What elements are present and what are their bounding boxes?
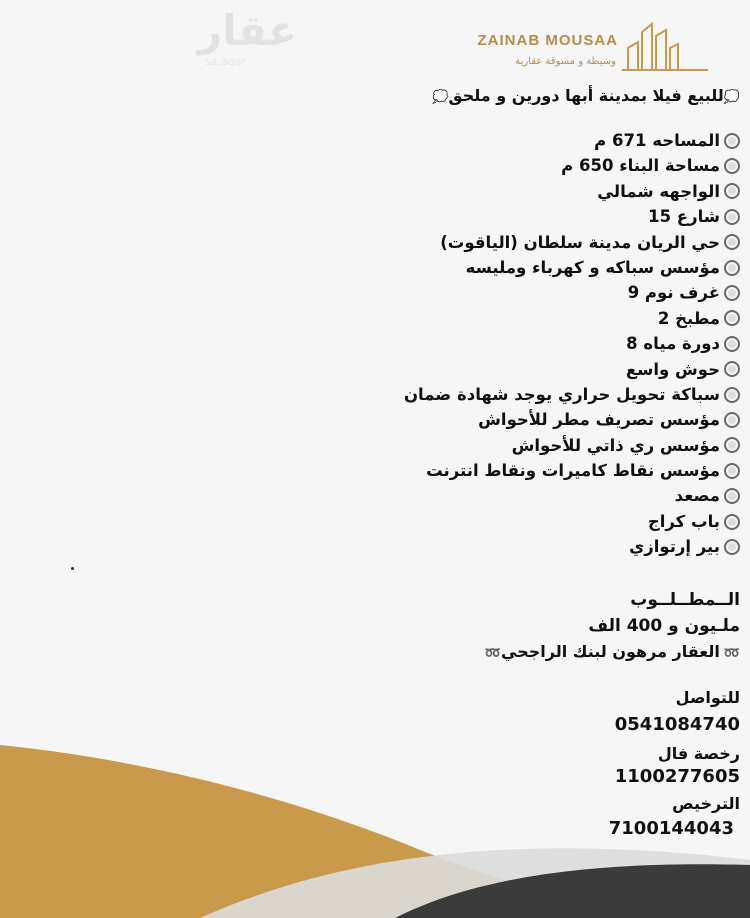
- required-title: الــمطــلــوب: [630, 590, 740, 610]
- radio-bullet-icon: [724, 310, 740, 326]
- radio-bullet-icon: [724, 285, 740, 301]
- list-item: مساحة البناء 650 م: [404, 153, 740, 178]
- list-item: مؤسس سباكه و كهرباء ومليسه: [404, 255, 740, 280]
- radio-bullet-icon: [724, 539, 740, 555]
- contact-phone[interactable]: 0541084740: [614, 714, 740, 735]
- license-number: 7100144043: [608, 818, 734, 839]
- list-item: حي الريان مدينة سلطان (الياقوت): [404, 230, 740, 255]
- brand-tagline: وسيطة و مسوقة عقارية: [515, 56, 616, 67]
- feature-list: [404, 128, 740, 560]
- list-item: مؤسس نقاط كاميرات ونقاط انترنت: [404, 458, 740, 483]
- list-item: حوش واسع: [404, 357, 740, 382]
- radio-bullet-icon: [724, 158, 740, 174]
- list-item: الواجهه شمالي: [404, 179, 740, 204]
- watermark-subtext: sa.aqar: [205, 55, 246, 68]
- list-item: مصعد: [404, 483, 740, 508]
- list-item: مؤسس ري ذاتي للأحواش: [404, 433, 740, 458]
- headline-text: للبيع فيلا بمدينة أبها دورين و ملحق: [448, 86, 724, 105]
- list-item: باب كراج: [404, 509, 740, 534]
- radio-bullet-icon: [724, 234, 740, 250]
- thought-bubble-icon: 💭: [723, 90, 740, 105]
- radio-bullet-icon: [724, 514, 740, 530]
- radio-bullet-icon: [724, 336, 740, 352]
- list-item: دورة مياه 8: [404, 331, 740, 356]
- list-item: مطبخ 2: [404, 306, 740, 331]
- loop-icon: ➿: [723, 646, 740, 661]
- watermark-logo: عقار: [198, 6, 297, 55]
- radio-bullet-icon: [724, 183, 740, 199]
- list-item: سباكة تحويل حراري يوجد شهادة ضمان: [404, 382, 740, 407]
- list-item: مؤسس تصريف مطر للأحواش: [404, 407, 740, 432]
- list-item: غرف نوم 9: [404, 280, 740, 305]
- license-label: الترخيص: [672, 794, 740, 813]
- mortgage-note: [481, 642, 740, 661]
- brand-name: ZAINAB MOUSAA: [477, 32, 618, 49]
- list-item: شارع 15: [404, 204, 740, 229]
- radio-bullet-icon: [724, 488, 740, 504]
- listing-headline: [432, 86, 740, 105]
- radio-bullet-icon: [724, 133, 740, 149]
- radio-bullet-icon: [724, 361, 740, 377]
- radio-bullet-icon: [724, 463, 740, 479]
- stray-dot: [71, 567, 74, 570]
- thought-bubble-icon: 💭: [432, 90, 449, 105]
- radio-bullet-icon: [724, 387, 740, 403]
- mortgage-note-text: العقار مرهون لبنك الراجحي: [501, 642, 720, 661]
- list-item: بير إرتوازي: [404, 534, 740, 559]
- radio-bullet-icon: [724, 260, 740, 276]
- radio-bullet-icon: [724, 209, 740, 225]
- fal-license-number: 1100277605: [614, 766, 740, 787]
- contact-label: للتواصل: [675, 688, 740, 707]
- loop-icon: ➿: [484, 646, 502, 661]
- building-icon: [620, 18, 710, 73]
- radio-bullet-icon: [724, 437, 740, 453]
- required-price: ملـيون و 400 الف: [588, 616, 740, 636]
- fal-license-label: رخصة فال: [657, 744, 740, 763]
- brand-logo: [477, 18, 740, 80]
- list-item: المساحه 671 م: [404, 128, 740, 153]
- radio-bullet-icon: [724, 412, 740, 428]
